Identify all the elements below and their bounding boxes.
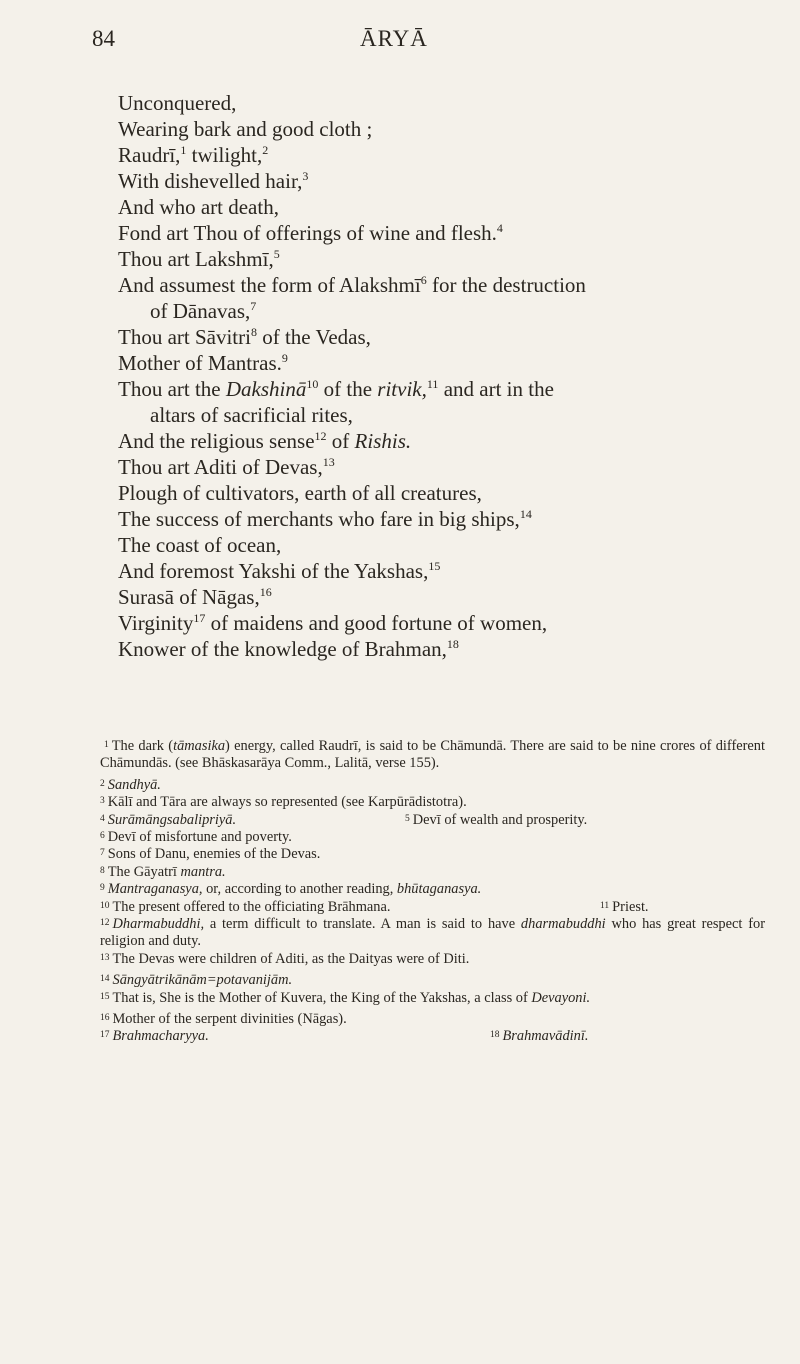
footnote-ref: 6 xyxy=(420,273,427,287)
footnote-5: $^5$ Devī of wealth and prosperity. xyxy=(405,811,588,828)
footnote-ref: 17 xyxy=(193,611,206,625)
footnote-ref: 12 xyxy=(314,429,327,443)
footnote-13: $^{13}$ The Devas were children of Aditi, as the Daityas were of Diti. xyxy=(100,950,470,967)
footnote-9: $^9$ Mantraganasya, or, according to another reading, bhūtaganasya. xyxy=(100,881,482,898)
verse-line: With dishevelled hair,$^3$ xyxy=(118,169,309,193)
footnote-17-18 xyxy=(100,1028,765,1045)
footnote-15: $^{15}$ That is, She is the Mother of Kuvera, the King of the Yakshas, a class of Devayoni. xyxy=(100,989,591,1006)
footnote-ref: 11 xyxy=(426,377,439,391)
verse-line: And the religious sense$^{12}$ of Rishis. xyxy=(118,429,412,453)
footnote-ref: 13 xyxy=(322,455,335,469)
verse-line: The success of merchants who fare in big ships,$^{14}$ xyxy=(118,507,532,531)
page-number: 84 xyxy=(92,26,115,51)
footnote-8: $^8$ The Gāyatrī mantra. xyxy=(100,863,226,880)
footnote-17: $^{17}$ Brahmacharyya. xyxy=(100,1028,209,1045)
footnote-4: $^4$ Surāmāngsabalipriyā. xyxy=(100,811,237,828)
footnotes xyxy=(100,738,765,1046)
footnote-ref: 3 xyxy=(302,169,309,183)
footnote-ref: 1 xyxy=(180,143,187,157)
verse-text xyxy=(118,90,758,662)
footnote-ref: 8 xyxy=(250,325,257,339)
footnote-10-11 xyxy=(100,899,765,916)
footnote-4-5 xyxy=(100,812,765,829)
footnote-ref: 15 xyxy=(428,559,441,573)
verse-line: Wearing bark and good cloth ; xyxy=(118,117,373,141)
footnote-ref: 9 xyxy=(281,351,288,365)
footnote-ref: 18 xyxy=(446,637,459,651)
footnote-3: $^3$ Kālī and Tāra are always so represented (see Karpūrādistotra). xyxy=(100,794,467,811)
footnote-6: $^6$ Devī of misfortune and poverty. xyxy=(100,828,292,845)
verse-line: Knower of the knowledge of Brahman,$^{18}$ xyxy=(118,637,459,661)
footnote-ref: 2 xyxy=(262,143,269,157)
verse-line: Plough of cultivators, earth of all creatures, xyxy=(118,481,482,505)
footnote-1: $^1$ The dark (tāmasika) energy, called Raudrī, is said to be Chāmundā. There are said to be nine crores of different Chāmundās. (see Bhāskasarāya Comm., Lalitā, verse 155). xyxy=(100,738,765,772)
verse-line: Surasā of Nāgas,$^{16}$ xyxy=(118,585,272,609)
footnote-18: $^{18}$ Brahmavādinī. xyxy=(490,1028,589,1045)
verse-line: Raudrī,$^1$ twilight,$^2$ xyxy=(118,143,269,167)
verse-line: And who art death, xyxy=(118,195,279,219)
verse-line: Virginity$^{17}$ of maidens and good fortune of women, xyxy=(118,611,548,635)
verse-line: And assumest the form of Alakshmī$^6$ for the destruction xyxy=(118,273,586,297)
verse-line: Unconquered, xyxy=(118,91,237,115)
verse-line: Thou art Sāvitri$^8$ of the Vedas, xyxy=(118,325,371,349)
verse-line: Fond art Thou of offerings of wine and flesh.$^4$ xyxy=(118,221,503,245)
footnote-10: $^{10}$ The present offered to the officiating Brāhmana. xyxy=(100,898,391,915)
verse-line: Thou art Aditi of Devas,$^{13}$ xyxy=(118,455,335,479)
footnote-ref: 4 xyxy=(496,221,503,235)
verse-line: Mother of Mantras.$^9$ xyxy=(118,351,288,375)
footnote-2: $^2$ Sandhyā. xyxy=(100,776,161,793)
verse-line: The coast of ocean, xyxy=(118,533,282,557)
footnote-14: $^{14}$ Sāngyātrikānām=potavanijām. xyxy=(100,972,293,989)
footnote-7: $^7$ Sons of Danu, enemies of the Devas. xyxy=(100,846,321,863)
footnote-ref: 5 xyxy=(273,247,280,261)
verse-line: Thou art Lakshmī,$^5$ xyxy=(118,247,280,271)
verse-line: Thou art the Dakshinā$^{10}$ of the ritvik,$^{11}$ and art in the xyxy=(118,377,554,401)
verse-line: altars of sacrificial rites, xyxy=(150,403,353,427)
verse-line: And foremost Yakshi of the Yakshas,$^{15}$ xyxy=(118,559,441,583)
footnote-12: $^{12}$ Dharmabuddhi, a term difficult to translate. A man is said to have dharmabuddhi who has great respect for religion and duty. xyxy=(100,915,765,950)
footnote-ref: 10 xyxy=(306,377,319,391)
footnote-ref: 16 xyxy=(259,585,272,599)
verse-line: of Dānavas,$^7$ xyxy=(150,299,257,323)
footnote-ref: 14 xyxy=(519,507,532,521)
running-head: ĀRYĀ xyxy=(360,26,428,51)
footnote-16: $^{16}$ Mother of the serpent divinities (Nāgas). xyxy=(100,1010,347,1027)
footnote-11: $^{11}$ Priest. xyxy=(600,898,649,915)
footnote-ref: 7 xyxy=(250,299,257,313)
